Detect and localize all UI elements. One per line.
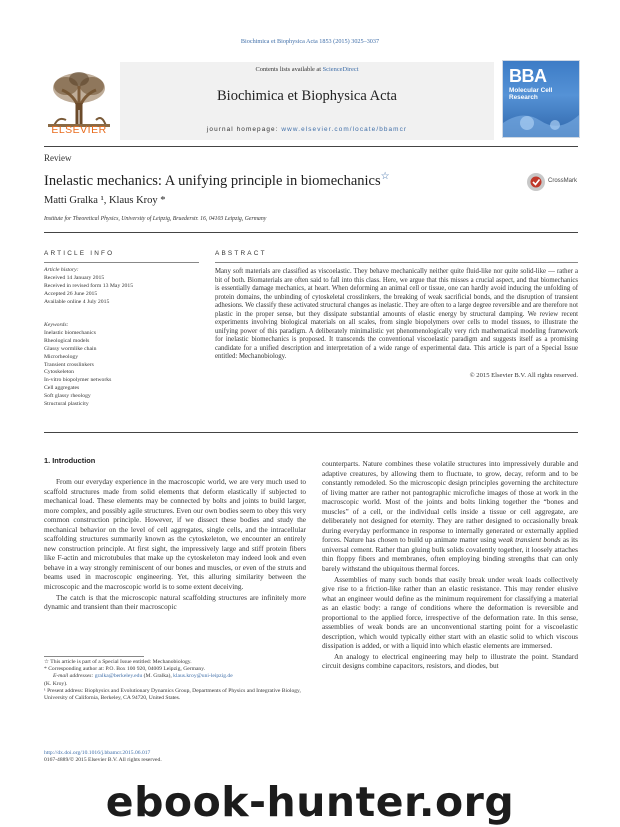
keywords-label: Keywords: (44, 322, 69, 328)
homepage-link[interactable]: www.elsevier.com/locate/bbamcr (281, 126, 408, 133)
issn-copyright: 0167-4889/© 2015 Elsevier B.V. All rights reserved. (44, 757, 162, 764)
article-history (44, 267, 204, 307)
cover-title: BBA (509, 66, 547, 86)
keyword: Inelastic biomechanics (44, 329, 96, 336)
abstract-copyright: © 2015 Elsevier B.V. All rights reserved. (469, 372, 578, 379)
keyword: Cytoskeleton (44, 369, 75, 376)
journal-reference[interactable]: Biochimica et Biophysica Acta 1853 (2015) 3025–3037 (240, 38, 380, 45)
footnote-corresponding: * Corresponding author at: P.O. Box 100 920, 04009 Leipzig, Germany. (44, 666, 206, 673)
body-paragraph: The catch is that the microscopic natural scaffolding structures are infinitely more dynamic and transient than their macroscopic (44, 592, 306, 612)
elsevier-wordmark: ELSEVIER (51, 124, 107, 136)
sciencedirect-link[interactable]: ScienceDirect (322, 66, 359, 73)
footnote-emails-name: (K. Kroy). (44, 680, 68, 687)
body-paragraph: Assemblies of many such bonds that easily break under weak loads collectively give rise to a friction-like rather than an elastic resistance. This may render elusive what an engineer would define as the minimum requirement for classifying a material as an elastic body: a range of conditions where the deformation is reversible and proportional to the applied force, irrespective of the deformation rate. In this sense, assemblies of weak bonds are an unconventional starting point for a viscoelastic description, which would typically either start with an elastic solid to which viscous dissipation is added, or with a liquid into which elastic elements are immersed. (322, 574, 578, 651)
email-link-kroy[interactable]: klaus.kroy@uni-leipzig.de (173, 673, 233, 680)
footnote-emails: E-mail addresses: gralka@berkeley.edu (M. Gralka), klaus.kroy@uni-leipzig.de (53, 673, 233, 680)
section-heading-introduction: 1. Introduction (44, 456, 96, 465)
abstract-text: Many soft materials are classified as viscoelastic. They behave mechanically neither quite fluid-like nor quite solid-like — rather a bit of both. Biomaterials are often said to fall into this class. Here, we argue that this misses a crucial aspect, and that biomechanics is essentially damage mechanics, at heart. When deforming an animal cell or tissue, one can hardly avoid inducing the unfolding of protein domains, the unbinding of cytoskeletal crosslinkers, the breaking of weak sacrificial bonds, and the disruption of transient adhesions. We classify these activated structural changes as inelastic. They are often to a large degree reversible and are therefore not plastic in the proper sense, but they dissipate substantial amounts of elastic energy by structural damping. We review recent experiments involving biological materials on all scales, from single biopolymers over cells to model tissues, to illustrate the unifying power of this paradigm. A deliberately minimalistic yet phenomenologically very rich mathematical modeling framework for inelastic biomechanics is proposed. It transcends the conventional viscoelastic paradigm and suggests itself as a promising candidate for a unified description and interpretation of a wide range of experimental data. This article is part of a Special Issue entitled: Mechanobiology. (215, 268, 578, 361)
article-info-heading: ARTICLE INFO (44, 250, 115, 257)
body-paragraph: From our everyday experience in the macroscopic world, we are very much used to scaffold structures made from solid elements that deform elastically if subjected to mechanical load. These elements may be connected by bolts and joints to build larger, more complex, and possibly agile structures. Even our own bodies seem to obey this very common construction principle. However, if we dissect these bodies and study the mechanical behavior on the level of cell aggregates, single cells, and the intracellular scaffolding structures summarily known as the cytoskeleton, we encounter an entirely new construction principle. At first sight, the impressively large and stiff protein fibers like F-actin and microtubules that make up the cytoskeleton may indeed look and even behave in a way strongly reminiscent of our bones and muscles, or even of the struts and beams used in macroscopic engineering. Yet, this alluring similarity between the microscopic and the macroscopic world is to some extent deceiving. (44, 477, 306, 592)
footnote-special-issue: ☆ This article is part of a Special Issue entitled: Mechanobiology. (44, 659, 192, 665)
abstract-divider (44, 432, 578, 433)
keywords (44, 322, 204, 409)
header-divider (44, 146, 578, 147)
body-column-right (322, 459, 578, 671)
author-affiliation: Institute for Theoretical Physics, University of Leipzig, Bruederstr. 16, 04103 Leipzig, Germany (44, 216, 267, 222)
history-item: Available online 4 July 2015 (44, 298, 110, 305)
keyword: Soft glassy rheology (44, 393, 91, 400)
body-column-left (44, 477, 306, 612)
title-star-icon[interactable]: ☆ (380, 171, 390, 182)
journal-cover (502, 60, 580, 138)
article-section: Review (44, 153, 72, 163)
history-label: Article history: (44, 267, 79, 273)
keyword: Cell aggregates (44, 385, 80, 392)
journal-title: Biochimica et Biophysica Acta (217, 88, 397, 104)
journal-homepage: journal homepage: www.elsevier.com/locate/bbamcr (206, 126, 408, 133)
abstract-heading: ABSTRACT (215, 250, 267, 257)
doi-link[interactable]: http://dx.doi.org/10.1016/j.bbamcr.2015.06.017 (44, 750, 151, 756)
abstract-rule (215, 262, 578, 263)
author-list: Matti Gralka ¹, Klaus Kroy * (44, 195, 166, 206)
email-link-gralka[interactable]: gralka@berkeley.edu (94, 673, 143, 680)
site-watermark: ebook-hunter.org (105, 778, 515, 826)
title-divider (44, 232, 578, 233)
body-paragraph: counterparts. Nature combines these volatile structures into impressively durable and adaptive creatures, by allowing them to fluctuate, to grow, decay, reform and to be constantly remodeled. So the microscopic design principles governing the architecture of living matter are rather not pantographic microfiche images of those at work in the macroscopic world. Most of the joints and bolts linking together the “bones and muscles” of a cell, or the individual cells inside a tissue or cell aggregate, are deliberately not designed for eternity. They are rather designed to occasionally break during everyday performance in response to internally generated or externally applied forces. Nature has chosen to build up animate matter using weak transient bonds as its universal cement. Rather than gluing bulk solids covalently together, it loosely attaches thin floppy fibers and membranes, often employing binding strengths that can only barely withstand the ubiquitous thermal forces. (322, 459, 578, 574)
crossmark-label: CrossMark (548, 178, 578, 184)
cover-graphic (503, 103, 579, 137)
keyword: Transient crosslinkers (44, 361, 94, 368)
history-item: Received in revised form 13 May 2015 (44, 282, 134, 289)
paper-title: Inelastic mechanics: A unifying principle in biomechanics☆ (44, 171, 390, 189)
journal-header (44, 62, 578, 140)
keyword: Rheological models (44, 337, 90, 344)
keyword: In-vitro biopolymer networks (44, 377, 112, 384)
history-item: Received 14 January 2015 (44, 274, 105, 281)
cover-subtitle: Molecular Cell Research (509, 87, 553, 101)
keyword: Glassy wormlike chain (44, 345, 97, 352)
info-rule (44, 262, 199, 263)
contents-line: Contents lists available at ScienceDirect (255, 66, 359, 73)
emphasis-text: weak transient bonds (498, 535, 561, 545)
journal-banner (120, 62, 494, 140)
crossmark-icon (526, 172, 546, 192)
footnotes (44, 659, 306, 702)
body-paragraph: An analogy to electrical engineering may help to illustrate the point. Standard circuit designs combine capacitors, resistors, and diodes, but (322, 651, 578, 671)
footnote-rule (44, 656, 144, 657)
history-item: Accepted 26 June 2015 (44, 290, 98, 297)
keyword: Microrheology (44, 353, 79, 360)
keyword: Structural plasticity (44, 401, 89, 408)
footnote-present-address: ¹ Present address: Biophysics and Evolutionary Dynamics Group, Departments of Physics and Integrative Biology, University of California, Berkeley, CA 94720, United States. (44, 687, 301, 702)
doi-block (44, 750, 162, 764)
crossmark-badge[interactable] (526, 172, 584, 192)
